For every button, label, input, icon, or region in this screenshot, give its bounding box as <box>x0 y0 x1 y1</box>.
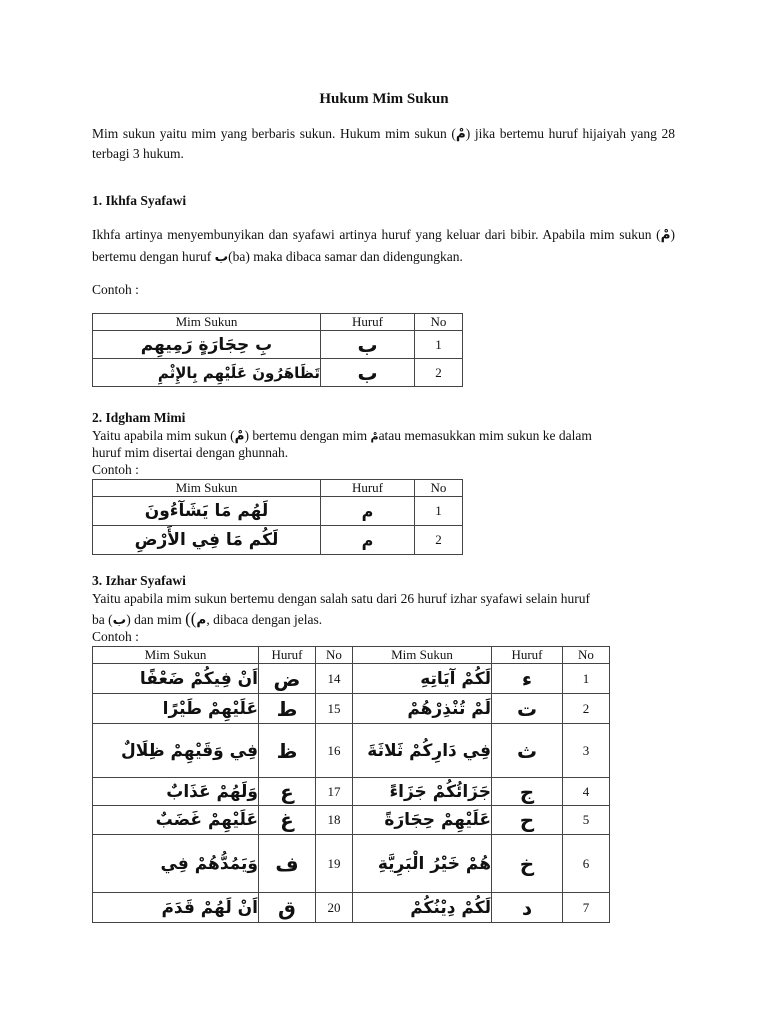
section-2-contoh: Contoh : <box>92 462 139 477</box>
no-cell: 3 <box>563 724 610 778</box>
huruf-cell: م <box>321 526 415 555</box>
col-huruf-left: Huruf <box>259 647 316 664</box>
mim-sukun-cell: عَلَيْهِمْ غَضَبٌ <box>93 806 259 835</box>
col-mim-sukun: Mim Sukun <box>93 314 321 331</box>
table-row <box>93 835 610 893</box>
table-header-row <box>93 314 463 331</box>
col-huruf: Huruf <box>321 480 415 497</box>
section-2-line-2: huruf mim disertai dengan ghunnah. <box>92 445 289 460</box>
no-cell: 1 <box>563 664 610 694</box>
no-cell: 18 <box>316 806 353 835</box>
no-cell: 19 <box>316 835 353 893</box>
intro-arabic: مْ <box>455 126 466 142</box>
col-huruf: Huruf <box>321 314 415 331</box>
table-row <box>93 806 610 835</box>
sec3-text-3: (( <box>185 609 197 628</box>
no-cell: 17 <box>316 778 353 806</box>
huruf-cell: ع <box>259 778 316 806</box>
sec1-text-3: (ba) maka dibaca samar dan didengungkan. <box>228 249 463 264</box>
table-row <box>93 724 610 778</box>
sec2-arabic-1: مْ <box>234 428 245 444</box>
no-cell: 2 <box>415 526 463 555</box>
mim-sukun-cell: اَنْ فِيكُمْ ضَعْفًا <box>93 664 259 694</box>
huruf-cell: غ <box>259 806 316 835</box>
no-cell: 7 <box>563 893 610 923</box>
huruf-cell: ء <box>492 664 563 694</box>
mim-sukun-cell: وَلَهُمْ عَذَابٌ <box>93 778 259 806</box>
no-cell: 2 <box>415 359 463 387</box>
mim-sukun-cell: تَظَاهَرُونَ عَلَيْهِم بِالإِثْمِ <box>93 359 321 387</box>
sec3-arabic-2: م <box>196 612 207 628</box>
sec3-text-1: ba ( <box>92 612 113 627</box>
huruf-cell: ب <box>321 331 415 359</box>
table-row <box>93 359 463 387</box>
mim-sukun-cell: عَلَيْهِمْ حِجَارَةً <box>353 806 492 835</box>
sec2-text-2: ) bertemu dengan mim <box>244 428 368 443</box>
col-no-right: No <box>563 647 610 664</box>
table-row <box>93 694 610 724</box>
huruf-cell: ث <box>492 724 563 778</box>
sec3-text-4: , dibaca dengan jelas. <box>206 612 323 627</box>
huruf-cell: ت <box>492 694 563 724</box>
mim-sukun-cell: جَزَائُكُمْ جَزَاءً <box>353 778 492 806</box>
section-3-line-1: Yaitu apabila mim sukun bertemu dengan salah satu dari 26 huruf izhar syafawi selain huruf <box>92 591 590 606</box>
huruf-cell: ج <box>492 778 563 806</box>
section-3-line-2 <box>92 610 322 629</box>
col-no: No <box>415 314 463 331</box>
section-1-heading: 1. Ikhfa Syafawi <box>92 193 187 208</box>
no-cell: 1 <box>415 331 463 359</box>
ikhfa-table <box>92 313 463 387</box>
intro-paragraph <box>92 124 675 163</box>
huruf-cell: ح <box>492 806 563 835</box>
mim-sukun-cell: لَكُمْ آيَاتِهِ <box>353 664 492 694</box>
no-cell: 4 <box>563 778 610 806</box>
no-cell: 5 <box>563 806 610 835</box>
huruf-cell: م <box>321 497 415 526</box>
table-row <box>93 664 610 694</box>
no-cell: 16 <box>316 724 353 778</box>
section-1-contoh: Contoh : <box>92 282 139 297</box>
mim-sukun-cell: لَمْ تُنْذِرْهُمْ <box>353 694 492 724</box>
col-no: No <box>415 480 463 497</box>
huruf-cell: ق <box>259 893 316 923</box>
table-header-row <box>93 480 463 497</box>
intro-text-1: Mim sukun yaitu mim yang berbaris sukun. Hukum mim sukun ( <box>92 126 456 141</box>
col-mim-sukun-left: Mim Sukun <box>93 647 259 664</box>
huruf-cell: ض <box>259 664 316 694</box>
mim-sukun-cell: اَنْ لَهُمْ قَدَمَ <box>93 893 259 923</box>
sec1-text-2: ) bertemu dengan huruf <box>92 227 675 264</box>
no-cell: 6 <box>563 835 610 893</box>
mim-sukun-cell: لَكُم مَا فِي الأَرْضِ <box>93 526 321 555</box>
no-cell: 1 <box>415 497 463 526</box>
huruf-cell: ب <box>321 359 415 387</box>
no-cell: 2 <box>563 694 610 724</box>
sec2-text-1: Yaitu apabila mim sukun ( <box>92 428 235 443</box>
sec1-arabic-2: ب <box>214 249 229 265</box>
col-no-left: No <box>316 647 353 664</box>
no-cell: 15 <box>316 694 353 724</box>
no-cell: 14 <box>316 664 353 694</box>
huruf-cell: خ <box>492 835 563 893</box>
col-mim-sukun: Mim Sukun <box>93 480 321 497</box>
section-1-paragraph <box>92 224 675 268</box>
sec1-arabic-1: مْ <box>660 227 671 243</box>
mim-sukun-cell: وَيَمُدُّهُمْ فِي <box>93 835 259 893</box>
sec1-text-1: Ikhfa artinya menyembunyikan dan syafawi artinya huruf yang keluar dari bibir. Apabila mim sukun ( <box>92 227 661 242</box>
table-row <box>93 526 463 555</box>
table-row <box>93 497 463 526</box>
section-2-heading: 2. Idgham Mimi <box>92 410 186 425</box>
section-3-heading: 3. Izhar Syafawi <box>92 573 186 588</box>
col-huruf-right: Huruf <box>492 647 563 664</box>
page-title: Hukum Mim Sukun <box>319 91 449 107</box>
mim-sukun-cell: لَهُم مَا يَشَآءُونَ <box>93 497 321 526</box>
huruf-cell: د <box>492 893 563 923</box>
table-row <box>93 893 610 923</box>
no-cell: 20 <box>316 893 353 923</box>
mim-sukun-cell: عَلَيْهِمْ طَيْرًا <box>93 694 259 724</box>
table-header-row <box>93 647 610 664</box>
izhar-table <box>92 646 610 923</box>
sec3-text-2: ) dan mim <box>126 612 182 627</box>
idgham-table <box>92 479 463 555</box>
mim-sukun-cell: هُمْ خَيْرُ الْبَرِيَّةِ <box>353 835 492 893</box>
huruf-cell: ف <box>259 835 316 893</box>
section-3-contoh: Contoh : <box>92 629 139 644</box>
mim-sukun-cell: فِي دَارِكُمْ ثَلاثَةَ <box>353 724 492 778</box>
sec2-arabic-2: مْ <box>370 430 379 443</box>
mim-sukun-cell: لَكُمْ دِيْنُكُمْ <box>353 893 492 923</box>
huruf-cell: ط <box>259 694 316 724</box>
col-mim-sukun-right: Mim Sukun <box>353 647 492 664</box>
intro-text-2: ) jika bertemu huruf hijaiyah yang 28 terbagi 3 hukum. <box>92 126 675 161</box>
mim-sukun-cell: بِ حِجَارَةٍ رَمِيهِم <box>93 331 321 359</box>
mim-sukun-cell: فِي وَقَيْهِمْ ظِلَالٌ <box>93 724 259 778</box>
huruf-cell: ظ <box>259 724 316 778</box>
section-2-line-1 <box>92 427 592 445</box>
sec3-arabic-1: ب <box>112 612 127 628</box>
table-row <box>93 331 463 359</box>
sec2-text-3: atau memasukkan mim sukun ke dalam <box>378 428 592 443</box>
table-row <box>93 778 610 806</box>
